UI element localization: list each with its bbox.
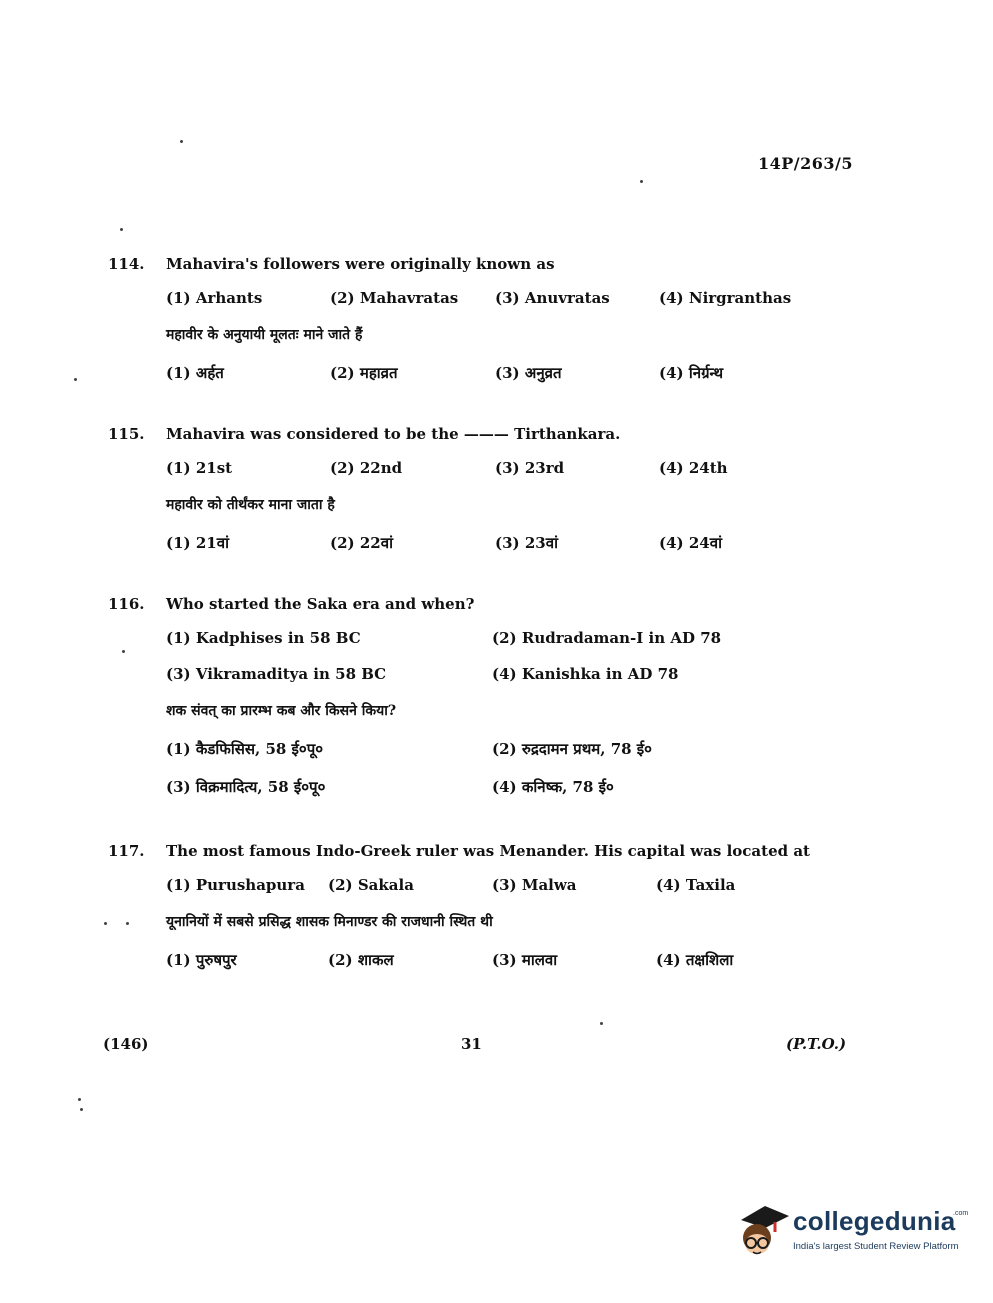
logo-suffix: .com [953, 1210, 969, 1217]
option-2-en: (2) 22nd [330, 459, 403, 477]
option-4-hi: (4) 24वां [659, 534, 722, 552]
option-4-en: (4) Nirgranthas [659, 289, 792, 307]
question-114 [108, 255, 868, 389]
option-3-hi: (3) विक्रमादित्य, 58 ई०पू० [166, 778, 326, 796]
option-2-hi: (2) रुद्रदामन प्रथम, 78 ई० [492, 740, 652, 758]
question-text-hi: महावीर को तीर्थंकर माना जाता है [166, 497, 335, 513]
mascot-icon [735, 1198, 791, 1260]
question-number: 115. [108, 425, 145, 443]
footer-code: (146) [103, 1035, 149, 1053]
question-text-en: Mahavira's followers were originally known as [166, 255, 555, 273]
paper-code: 14P/263/5 [758, 154, 854, 173]
page-number: 31 [461, 1035, 482, 1053]
option-2-hi: (2) शाकल [328, 951, 394, 969]
question-115 [108, 425, 868, 559]
scan-speck [640, 180, 643, 183]
option-4-hi: (4) कनिष्क, 78 ई० [492, 778, 614, 796]
scan-speck [126, 922, 129, 925]
logo-tagline: India's largest Student Review Platform [793, 1241, 959, 1252]
option-3-hi: (3) मालवा [492, 951, 558, 969]
option-1-en: (1) 21st [166, 459, 233, 477]
option-2-en: (2) Rudradaman-I in AD 78 [492, 629, 722, 647]
question-number: 114. [108, 255, 145, 273]
question-117 [108, 842, 868, 976]
scan-speck [74, 378, 77, 381]
option-1-en: (1) Kadphises in 58 BC [166, 629, 361, 647]
option-2-en: (2) Sakala [328, 876, 414, 894]
option-2-hi: (2) महाव्रत [330, 364, 398, 382]
question-116 [108, 595, 868, 803]
logo-brand: collegedunia [793, 1206, 956, 1236]
option-3-en: (3) 23rd [495, 459, 565, 477]
question-text-hi: शक संवत् का प्रारम्भ कब और किसने किया? [166, 703, 397, 719]
option-3-en: (3) Vikramaditya in 58 BC [166, 665, 387, 683]
option-4-en: (4) Taxila [656, 876, 736, 894]
option-3-hi: (3) अनुव्रत [495, 364, 562, 382]
option-3-hi: (3) 23वां [495, 534, 558, 552]
scan-speck [122, 650, 125, 653]
scan-speck [600, 1022, 603, 1025]
question-text-en: Who started the Saka era and when? [166, 595, 475, 613]
option-4-hi: (4) तक्षशिला [656, 951, 734, 969]
option-4-en: (4) 24th [659, 459, 728, 477]
scan-speck [104, 922, 107, 925]
option-3-en: (3) Malwa [492, 876, 577, 894]
question-text-en: Mahavira was considered to be the ——— Tirthankara. [166, 425, 621, 443]
collegedunia-logo [735, 1198, 969, 1260]
option-3-en: (3) Anuvratas [495, 289, 610, 307]
option-1-en: (1) Purushapura [166, 876, 305, 894]
option-2-hi: (2) 22वां [330, 534, 393, 552]
option-1-en: (1) Arhants [166, 289, 263, 307]
pto-label: (P.T.O.) [786, 1035, 847, 1053]
question-number: 117. [108, 842, 145, 860]
scan-speck [78, 1098, 81, 1101]
option-1-hi: (1) कैडफिसिस, 58 ई०पू० [166, 740, 324, 758]
question-number: 116. [108, 595, 145, 613]
question-text-hi: महावीर के अनुयायी मूलतः माने जाते हैं [166, 327, 363, 343]
scan-speck [180, 140, 183, 143]
option-4-en: (4) Kanishka in AD 78 [492, 665, 679, 683]
scan-speck [80, 1108, 83, 1111]
option-1-hi: (1) अर्हत [166, 364, 224, 382]
option-1-hi: (1) पुरुषपुर [166, 951, 237, 969]
question-text-hi: यूनानियों में सबसे प्रसिद्ध शासक मिनाण्डर की राजधानी स्थित थी [166, 914, 493, 930]
option-4-hi: (4) निर्ग्रन्थ [659, 364, 724, 382]
option-2-en: (2) Mahavratas [330, 289, 459, 307]
option-1-hi: (1) 21वां [166, 534, 229, 552]
question-text-en: The most famous Indo-Greek ruler was Menander. His capital was located at [166, 842, 810, 860]
scan-speck [120, 228, 123, 231]
